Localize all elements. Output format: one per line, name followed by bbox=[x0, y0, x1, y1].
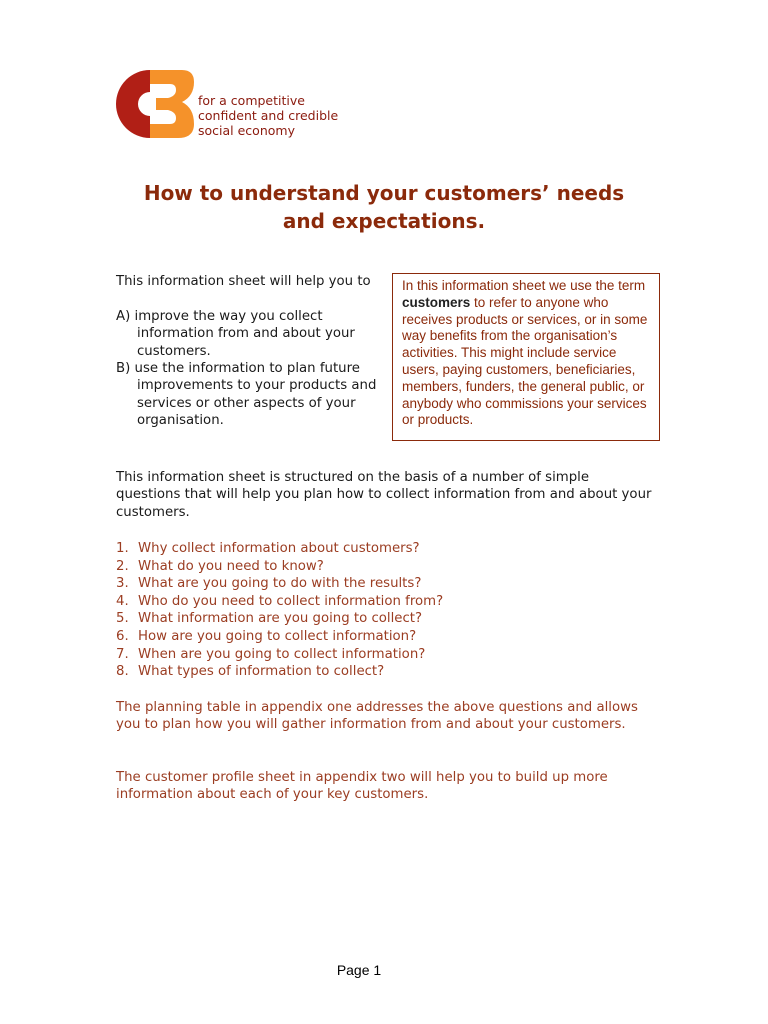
question-text: What do you need to know? bbox=[138, 558, 324, 574]
question-text: Why collect information about customers? bbox=[138, 541, 420, 556]
tagline-line-2: confident and credible bbox=[198, 108, 339, 123]
intro-section bbox=[116, 273, 384, 430]
question-text: When are you going to collect information? bbox=[138, 646, 426, 662]
question-text: What are you going to do with the results? bbox=[138, 576, 422, 592]
title-line-2: and expectations. bbox=[282, 209, 486, 233]
callout-term: customers bbox=[402, 294, 471, 310]
three-shape bbox=[150, 70, 194, 138]
question-text: Who do you need to collect information from? bbox=[138, 593, 444, 609]
callout-text-before: In this information sheet we use the term bbox=[402, 278, 646, 293]
question-number: 5. bbox=[116, 611, 129, 627]
c-shape bbox=[116, 70, 150, 138]
logo-tagline bbox=[198, 93, 338, 138]
question-item bbox=[116, 558, 656, 576]
title-line-1: How to understand your customers’ needs bbox=[143, 181, 625, 205]
question-item bbox=[116, 540, 656, 558]
intro-item-a bbox=[116, 308, 384, 360]
question-item bbox=[116, 575, 656, 593]
c3-logo-mark bbox=[112, 68, 198, 140]
page-number: Page 1 bbox=[336, 962, 382, 978]
question-number: 8. bbox=[116, 664, 129, 680]
intro-item-text: use the information to plan future improvements to your products and services or other aspects of your organisation. bbox=[134, 361, 377, 429]
intro-item-label: A) bbox=[116, 308, 131, 324]
question-number: 6. bbox=[116, 628, 129, 644]
callout-text-after: to refer to anyone who receives products or services, or in some way benefits from the organisation’s activities. This might include service users, paying customers, beneficiaries, members, funders, the general public, or anybody who commissions your services or products. bbox=[402, 294, 648, 428]
question-item bbox=[116, 593, 656, 611]
question-text: What types of information to collect? bbox=[138, 664, 385, 680]
question-item bbox=[116, 663, 656, 681]
intro-item-b bbox=[116, 360, 384, 430]
intro-lead: This information sheet will help you to bbox=[116, 274, 371, 289]
question-number: 1. bbox=[116, 541, 129, 556]
question-item bbox=[116, 628, 656, 646]
question-number: 4. bbox=[116, 593, 129, 609]
question-number: 2. bbox=[116, 558, 129, 574]
tagline-line-1: for a competitive bbox=[198, 93, 305, 108]
question-text: How are you going to collect information? bbox=[138, 628, 417, 644]
planning-table-paragraph: The planning table in appendix one addresses the above questions and allows you to plan how you will gather information from and about your customers. bbox=[116, 700, 638, 733]
question-number: 7. bbox=[116, 646, 129, 662]
tagline-line-3: social economy bbox=[198, 123, 295, 138]
questions-list bbox=[116, 540, 656, 681]
question-item bbox=[116, 610, 656, 628]
intro-list bbox=[116, 308, 384, 430]
question-text: What information are you going to collect? bbox=[138, 611, 423, 627]
customer-profile-paragraph: The customer profile sheet in appendix two will help you to build up more information about each of your key customers. bbox=[116, 770, 608, 803]
c3-logo bbox=[112, 68, 352, 140]
intro-item-text: improve the way you collect information from and about your customers. bbox=[134, 308, 355, 359]
question-number: 3. bbox=[116, 576, 129, 592]
definition-callout-box bbox=[392, 273, 660, 441]
intro-item-label: B) bbox=[116, 361, 131, 377]
document-title bbox=[100, 179, 668, 235]
question-item bbox=[116, 646, 656, 664]
structure-paragraph: This information sheet is structured on the basis of a number of simple questions that will help you plan how to collect information from and about your customers. bbox=[116, 470, 652, 520]
